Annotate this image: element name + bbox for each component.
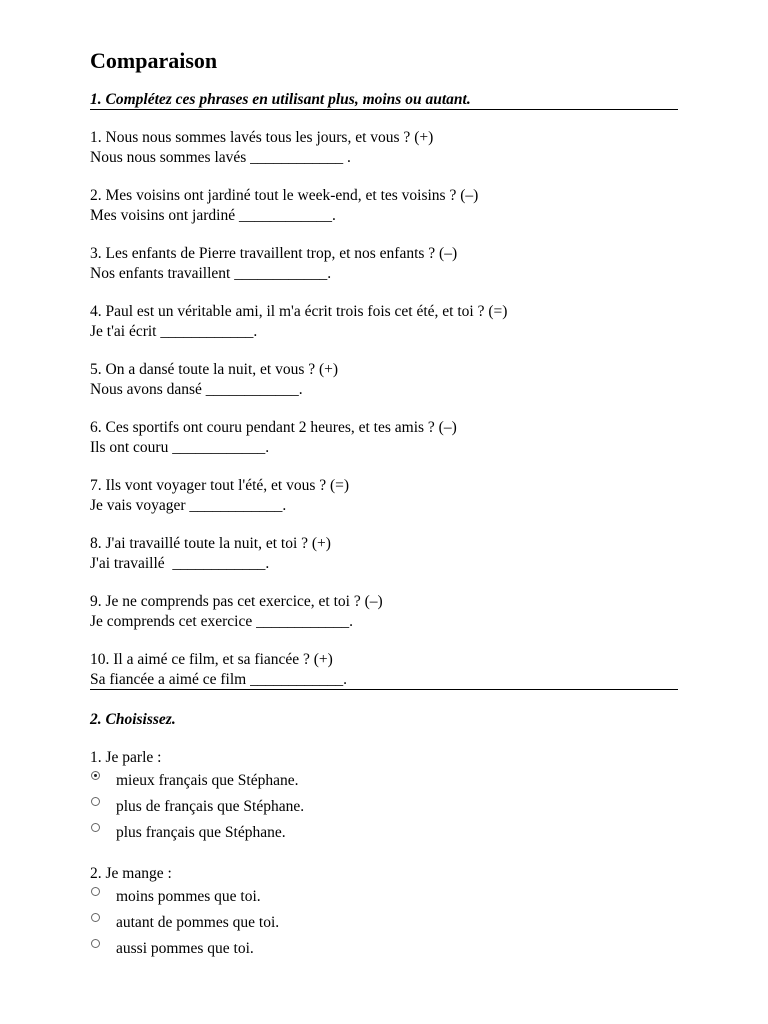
choice-question-prompt: 1. Je parle : [90,749,162,766]
question-10 [90,650,678,690]
radio-unchecked-icon[interactable] [91,887,100,896]
question-7 [90,476,678,516]
choice-option-label: autant de pommes que toi. [116,914,280,931]
radio-unchecked-icon[interactable] [91,913,100,922]
choice-option-label: aussi pommes que toi. [116,940,254,957]
question-prompt: 4. Paul est un véritable ami, il m'a écrit trois fois cet été, et toi ? (=) [90,303,508,320]
question-answer-line[interactable]: Je comprends cet exercice ____________. [90,613,353,630]
choice-option-label: mieux français que Stéphane. [116,772,299,789]
choice-option[interactable] [90,884,678,910]
question-prompt: 5. On a dansé toute la nuit, et vous ? (+) [90,361,339,378]
choice-question-1 [90,748,678,846]
radio-unchecked-icon[interactable] [91,797,100,806]
section-1-heading: 1. Complétez ces phrases en utilisant plus, moins ou autant. [90,90,678,110]
question-prompt: 8. J'ai travaillé toute la nuit, et toi ? (+) [90,535,331,552]
question-prompt: 6. Ces sportifs ont couru pendant 2 heures, et tes amis ? (–) [90,419,457,436]
choice-option-label: moins pommes que toi. [116,888,261,905]
choice-option[interactable] [90,910,678,936]
page-title: Comparaison [90,48,218,73]
question-answer-line[interactable]: J'ai travaillé ____________. [90,555,270,572]
question-8 [90,534,678,574]
question-2 [90,186,678,226]
choice-question-prompt: 2. Je mange : [90,865,172,882]
choice-option-label: plus de français que Stéphane. [116,798,305,815]
question-prompt: 7. Ils vont voyager tout l'été, et vous ? (=) [90,477,350,494]
radio-unchecked-icon[interactable] [91,939,100,948]
question-answer-line[interactable]: Je t'ai écrit ____________. [90,323,258,340]
radio-unchecked-icon[interactable] [91,823,100,832]
question-answer-line[interactable]: Ils ont couru ____________. [90,439,270,456]
choice-option[interactable] [90,936,678,962]
question-answer-line[interactable]: Mes voisins ont jardiné ____________. [90,207,336,224]
worksheet-page [90,46,678,962]
question-6 [90,418,678,458]
question-answer-line[interactable]: Nous avons dansé ____________. [90,381,303,398]
question-answer-line[interactable]: Nos enfants travaillent ____________. [90,265,332,282]
question-prompt: 3. Les enfants de Pierre travaillent trop, et nos enfants ? (–) [90,245,458,262]
choice-question-2 [90,864,678,962]
question-answer-line[interactable]: Nous nous sommes lavés ____________ . [90,149,351,166]
question-answer-line[interactable]: Sa fiancée a aimé ce film ____________. [90,670,678,690]
choice-option[interactable] [90,768,678,794]
question-5 [90,360,678,400]
question-answer-line[interactable]: Je vais voyager ____________. [90,497,287,514]
choice-option[interactable] [90,820,678,846]
section-2-heading: 2. Choisissez. [90,711,176,728]
choice-option[interactable] [90,794,678,820]
question-3 [90,244,678,284]
question-prompt: 9. Je ne comprends pas cet exercice, et toi ? (–) [90,593,383,610]
radio-checked-icon[interactable] [91,771,100,780]
question-9 [90,592,678,632]
choice-option-label: plus français que Stéphane. [116,824,286,841]
question-prompt: 2. Mes voisins ont jardiné tout le week-end, et tes voisins ? (–) [90,187,479,204]
question-prompt: 10. Il a aimé ce film, et sa fiancée ? (+) [90,651,333,668]
question-1 [90,128,678,168]
question-prompt: 1. Nous nous sommes lavés tous les jours, et vous ? (+) [90,129,434,146]
question-4 [90,302,678,342]
